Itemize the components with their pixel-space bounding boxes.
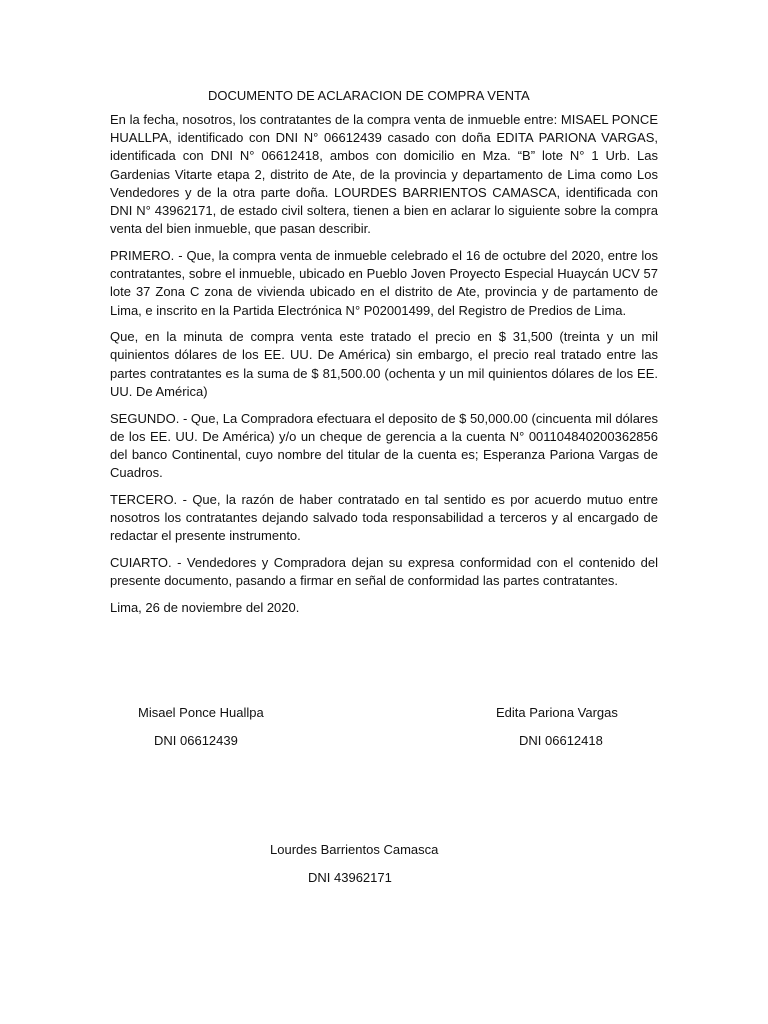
- paragraph-intro: En la fecha, nosotros, los contratantes de la compra venta de inmueble entre: MISAEL PONCE HUALLPA, identificado con DNI N° 06612439 casado con doña EDITA PARIONA VARGAS, identificada con DNI N° 06612418, ambos con domicilio en Mza. “B” lote N° 1 Urb. Las Gardenias Vitarte etapa 2, distrito de Ate, de la provincia y departamento de Lima como Los Vendedores y de la otra parte doña. LOURDES BARRIENTOS CAMASCA, identificada con DNI N° 43962171, de estado civil soltera, tienen a bien en aclarar lo siguiente sobre la compra venta del bien inmueble, que pasan describir.: [110, 112, 658, 237]
- signatory-dni-3: DNI 43962171: [308, 870, 392, 885]
- paragraph-cuarto: CUIARTO. - Vendedores y Compradora dejan su expresa conformidad con el contenido del presente documento, pasando a firmar en señal de conformidad las partes contratantes.: [110, 554, 658, 589]
- signatory-name-3: Lourdes Barrientos Camasca: [270, 842, 439, 857]
- paragraph-price: Que, en la minuta de compra venta este tratado el precio en $ 31,500 (treinta y un mil quinientos dólares de los EE. UU. De América) sin embargo, el precio real tratado entre las partes contratantes es la suma de $ 81,500.00 (ochenta y un mil quinientos dólares de los EE. UU. De América): [110, 329, 658, 399]
- paragraph-primero: PRIMERO. - Que, la compra venta de inmueble celebrado el 16 de octubre del 2020, entre los contratantes, sobre el inmueble, ubicado en Pueblo Joven Proyecto Especial Huaycán UCV 57 lote 37 Zona C zona de vivienda ubicado en el distrito de Ate, provincia y de partamento de Lima, e inscrito en la Partida Electrónica N° P02001499, del Registro de Predios de Lima.: [110, 247, 658, 318]
- signatory-name-2: Edita Pariona Vargas: [496, 705, 618, 720]
- document-title: DOCUMENTO DE ACLARACION DE COMPRA VENTA: [208, 88, 530, 103]
- document-body: [110, 111, 658, 626]
- signatory-dni-2: DNI 06612418: [519, 733, 603, 748]
- paragraph-tercero: TERCERO. - Que, la razón de haber contratado en tal sentido es por acuerdo mutuo entre nosotros los contratantes dejando salvado toda responsabilidad a terceros y al encargado de redactar el presente instrumento.: [110, 491, 658, 544]
- paragraph-segundo: SEGUNDO. - Que, La Compradora efectuara el deposito de $ 50,000.00 (cincuenta mil dólares de los EE. UU. De América) y/o un cheque de gerencia a la cuenta N° 001104840200362856 del banco Continental, cuyo nombre del titular de la cuenta es; Esperanza Pariona Vargas de Cuadros.: [110, 410, 658, 481]
- signatory-dni-1: DNI 06612439: [154, 733, 238, 748]
- signatory-name-1: Misael Ponce Huallpa: [138, 705, 264, 720]
- place-date: Lima, 26 de noviembre del 2020.: [110, 599, 300, 615]
